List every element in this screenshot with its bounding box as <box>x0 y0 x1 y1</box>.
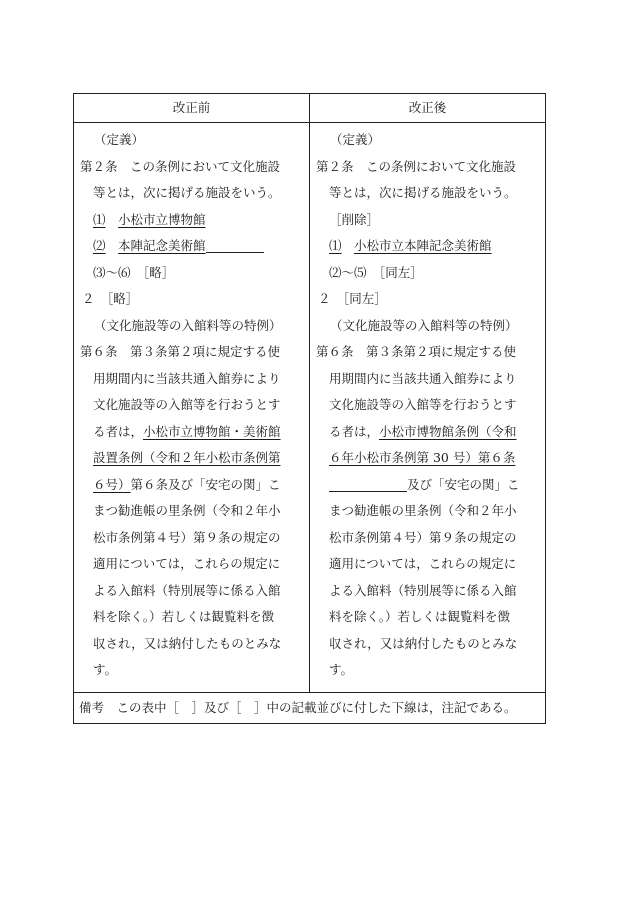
after-article2-line1: 第２条 この条例において文化施設 <box>316 158 517 174</box>
after-article6-line8: 松市条例第４号）第９条の規定の <box>329 529 517 545</box>
before-item2-text: 本陣記念美術館 <box>118 238 206 253</box>
after-article6-line5-underlined: ６年小松市条例第 30 号）第６条 <box>329 450 516 465</box>
before-article2-line2: 等とは，次に掲げる施設をいう。 <box>93 185 281 200</box>
after-article6-line4-underlined: 小松市博物館条例（令和 <box>379 423 517 439</box>
comparison-table <box>73 93 546 724</box>
before-article6-line10: よる入館料（特別展等に係る入館 <box>93 582 281 598</box>
before-article6-line12: 収され，又は納付したものとみな <box>93 635 282 651</box>
after-article6-line1: 第６条 第３条第２項に規定する使 <box>316 344 517 359</box>
table-header-row <box>74 94 545 123</box>
after-article6-line9: 適用については，これらの規定に <box>329 556 517 571</box>
after-column <box>310 123 545 692</box>
after-article6-line12: 収され，又は納付したものとみな <box>329 635 518 651</box>
before-article6-line6-underlined: ６号） <box>93 476 131 492</box>
before-article6-line7: まつ勧進帳の里条例（令和２年小 <box>93 503 281 518</box>
before-article6-line3: 文化施設等の入館等を行おうとす <box>93 397 281 412</box>
before-item2-number: ⑵ <box>93 238 106 253</box>
before-paragraph2: ２ ［略］ <box>82 291 139 306</box>
before-article6-line6-plain: 第６条及び「安宅の関」こ <box>130 476 281 492</box>
after-article6-line13: す。 <box>329 662 354 677</box>
after-article6-line6-plain: 及び「安宅の関」こ <box>407 476 520 492</box>
before-article6-line4-underlined: 小松市立博物館・美術館 <box>143 423 281 439</box>
after-article6-line4 <box>310 419 545 446</box>
after-caption-special: （文化施設等の入館料等の特例） <box>330 317 518 333</box>
before-article6-line4 <box>74 419 309 446</box>
after-article6-line10: よる入館料（特別展等に係る入館 <box>329 582 517 598</box>
after-article6-line2: 用期間内に当該共通入館券により <box>329 370 517 386</box>
before-item1 <box>74 207 309 234</box>
before-items3-6: ⑶～⑹ ［略］ <box>93 264 175 280</box>
before-item2-blank-underline <box>206 236 264 253</box>
before-item1-text: 小松市立博物館 <box>118 211 206 227</box>
before-article6-line4-plain: る者は， <box>93 423 144 439</box>
remark-row <box>74 692 545 723</box>
after-paragraph2: ２ ［同左］ <box>318 291 387 306</box>
before-article6-line8: 松市条例第４号）第９条の規定の <box>93 529 281 545</box>
remark-text: 備考 この表中［ ］及び［ ］中の記載並びに付した下線は，注記である。 <box>79 699 517 715</box>
after-article6-line7: まつ勧進帳の里条例（令和２年小 <box>329 503 517 518</box>
before-item2 <box>74 233 309 260</box>
after-article6-line4-plain: る者は， <box>329 423 380 439</box>
after-article6-line3: 文化施設等の入館等を行おうとす <box>329 397 517 412</box>
after-article6-line11: 料を除く。）若しくは観覧料を徴 <box>329 609 511 624</box>
before-caption-special: （文化施設等の入館料等の特例） <box>94 317 282 333</box>
after-item1-number: ⑴ <box>329 238 342 253</box>
before-article6-line2: 用期間内に当該共通入館券により <box>93 370 281 386</box>
header-after: 改正後 <box>408 100 447 115</box>
before-article6-line1: 第６条 第３条第２項に規定する使 <box>80 344 281 359</box>
before-article6-line13: す。 <box>93 662 118 677</box>
after-caption-definition: （定義） <box>330 132 381 147</box>
before-article6-line5 <box>74 445 309 472</box>
table-body-row <box>74 123 545 692</box>
before-column <box>74 123 310 692</box>
after-item1-text: 小松市立本陣記念美術館 <box>354 238 492 253</box>
header-before: 改正前 <box>74 94 310 122</box>
after-deleted-note: ［削除］ <box>329 211 380 227</box>
before-article6-line6 <box>74 472 309 499</box>
after-article2-line2: 等とは，次に掲げる施設をいう。 <box>329 185 517 200</box>
after-article6-line5 <box>310 445 545 472</box>
before-caption-definition: （定義） <box>94 132 145 147</box>
after-item1 <box>310 233 545 260</box>
before-article6-line9: 適用については，これらの規定に <box>93 556 281 571</box>
before-article6-line11: 料を除く。）若しくは観覧料を徴 <box>93 609 275 624</box>
before-item1-number: ⑴ <box>93 211 106 227</box>
before-article2-line1: 第２条 この条例において文化施設 <box>80 158 281 174</box>
after-article6-line6 <box>310 472 545 499</box>
after-items2-5: ⑵～⑸ ［同左］ <box>329 264 423 280</box>
after-article6-line6-blank-underline <box>329 475 407 492</box>
before-article6-line5-underlined: 設置条例（令和２年小松市条例第 <box>93 450 281 465</box>
